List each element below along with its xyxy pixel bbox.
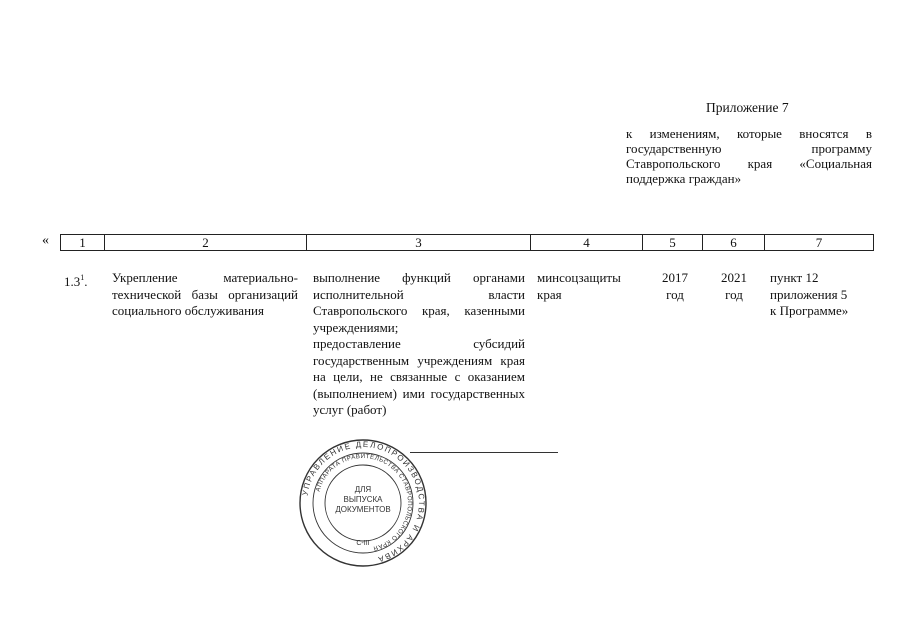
appendix-subtitle: к изменениям, которые вносятся в государственную программу Ставропольского края «Социальная поддержка граждан» xyxy=(626,126,872,186)
row-number-suffix: . xyxy=(84,274,88,289)
row-end-year: 2021 год xyxy=(721,270,747,302)
stamp-center-line2: ВЫПУСКА xyxy=(343,495,383,504)
stamp-inner-text: АППАРАТА ПРАВИТЕЛЬСТВА СТАВРОПОЛЬСКОГО КРАЯ xyxy=(314,452,414,552)
row-number-main: 1.3 xyxy=(64,274,81,289)
header-col-5: 5 xyxy=(643,235,703,250)
header-col-4: 4 xyxy=(531,235,643,250)
header-col-7: 7 xyxy=(815,235,823,250)
header-col-2: 2 xyxy=(105,235,307,250)
appendix-title: Приложение 7 xyxy=(706,100,789,115)
row-number-superscript: 1 xyxy=(80,273,85,282)
row-mechanism: выполнение функций органами исполнительной власти Ставропольского края, казенными учреждениями; предоставление субсидий государственным учреждениям края на цели, не связанные с оказанием (выполнением) ими государственных услуг (работ) xyxy=(313,270,525,417)
header-col-1: 1 xyxy=(61,235,105,250)
stamp-code: С-III xyxy=(356,540,370,547)
table-header-row xyxy=(60,234,874,251)
row-number xyxy=(64,270,88,291)
row-reference: пункт 12 приложения 5 к Программе» xyxy=(770,270,849,318)
opening-quote: « xyxy=(42,233,49,248)
row-start-year: 2017 год xyxy=(662,270,688,302)
signature-rule xyxy=(410,452,558,453)
stamp-outer-text: УПРАВЛЕНИЕ ДЕЛОПРОИЗВОДСТВА И АРХИВА xyxy=(300,439,427,565)
stamp-center-line3: ДОКУМЕНТОВ xyxy=(335,505,391,514)
row-activity-name: Укрепление материально-технической базы организаций социального обслуживания xyxy=(112,270,298,318)
header-col-3: 3 xyxy=(307,235,531,250)
row-executor: минсоцзащиты края xyxy=(537,270,621,302)
header-col-6: 6 xyxy=(703,235,765,250)
official-stamp xyxy=(298,438,428,568)
stamp-center-line1: ДЛЯ xyxy=(354,485,372,494)
